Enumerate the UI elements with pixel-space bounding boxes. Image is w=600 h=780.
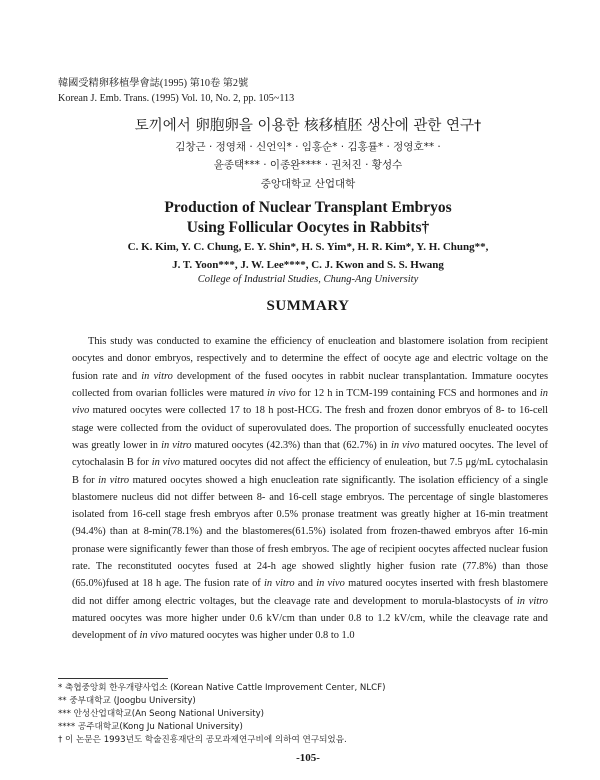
english-title-line-2: Using Follicular Oocytes in Rabbits†	[186, 219, 430, 236]
english-title-line-1: Production of Nuclear Transplant Embryos	[164, 199, 452, 216]
footnote-4: **** 공주대학교(Kong Ju National University)	[58, 722, 243, 732]
korean-authors	[58, 138, 558, 174]
korean-title: 토끼에서 卵胞卵을 이용한 核移植胚 생산에 관한 연구†	[134, 118, 482, 134]
footnote-1: * 축협중앙회 한우개량사업소 (Korean Native Cattle Improvement Center, NLCF)	[58, 683, 386, 693]
korean-authors-line-2: 윤종택*** · 이종완**** · 권처진 · 황성수	[213, 159, 403, 171]
english-authors-line-2: J. T. Yoon***, J. W. Lee****, C. J. Kwon and S. S. Hwang	[172, 259, 444, 271]
footnote-3: *** 안성산업대학교(An Seong National University)	[58, 709, 265, 719]
summary-body	[72, 333, 548, 645]
footnote-2: ** 중부대학교 (Joogbu University)	[58, 696, 196, 706]
english-affiliation: College of Industrial Studies, Chung-Ang University	[197, 274, 419, 285]
summary-heading: SUMMARY	[266, 298, 350, 314]
page-number: -105-	[296, 752, 320, 764]
journal-citation-english: Korean J. Emb. Trans. (1995) Vol. 10, No. 2, pp. 105~113	[58, 93, 295, 104]
footnote-divider	[58, 678, 168, 679]
footnotes	[58, 682, 385, 747]
summary-paragraph: This study was conducted to examine the efficiency of enucleation and blastomere isolation from recipient oocytes and donor embryos, respectively and to determine the effect of oocyte age and electric voltage on the fusion rate and in vitro development of the fused oocytes in rabbit nuclear transplantation. Immature oocytes collected from ovarian follicles were matured in vivo for 12 h in TCM-199 containing FCS and hormones and in vivo matured oocytes were collected 17 to 18 h post-HCG. The fresh and frozen donor embryos of 8- to 16-cell stage were collected from the oviduct of superovulated does. The proportion of successfully enucleated oocytes was greatly lower in in vitro matured oocytes (42.3%) than that (62.7%) in in vivo matured oocytes. The level of cytochalasin B for in vivo matured oocytes did not affect the efficiency of enuleation, but 7.5 μg/mL cytochalasin B for in vitro matured oocytes showed a high enucleation rate significantly. The isolation efficiency of a single blastomere nucleus did not differ between 8- and 16-cell stage embryos. The percentage of single blastomeres isolated from 16-cell stage fresh embryos after 0.5% pronase treatment was greatly higher at 16-min treatment (94.4%) than at 8-min(78.1%) and the blastomeres(61.5%) isolated from frozen-thawed embryos after 16-min pronase were significantly fewer than those of fresh embryos. The age of recipient oocytes affected nuclear fusion rate. The reconstituted oocytes fused at 24-h age showed slightly higher fusion rate (77.8%) than those (65.0%)fused at 18 h age. The fusion rate of in vitro and in vivo matured oocytes inserted with fresh blastomere did not differ among electric voltages, but the cleavage rate and development to morula-blastocysts of in vitro matured oocytes was more higher under 0.6 kV/cm than under 0.8 to 1.2 kV/cm, while the cleavage rate and development of in vivo matured oocytes was higher under 0.8 to 1.0	[72, 336, 549, 642]
footnote-5: † 이 논문은 1993년도 학술진흥재단의 공모과제연구비에 의하여 연구되었음.	[58, 735, 347, 745]
korean-affiliation: 중앙대학교 산업대학	[260, 178, 356, 190]
journal-header	[58, 76, 294, 106]
english-title	[58, 198, 558, 238]
english-authors-line-1: C. K. Kim, Y. C. Chung, E. Y. Shin*, H. S. Yim*, H. R. Kim*, Y. H. Chung**,	[127, 241, 489, 253]
journal-citation-korean: 韓國受精卵移植學會誌(1995) 第10卷 第2號	[58, 78, 249, 89]
korean-authors-line-1: 김창근 · 정영채 · 신언익* · 임홍순* · 김홍률* · 정영호** ·	[175, 141, 441, 153]
english-authors	[58, 238, 558, 274]
